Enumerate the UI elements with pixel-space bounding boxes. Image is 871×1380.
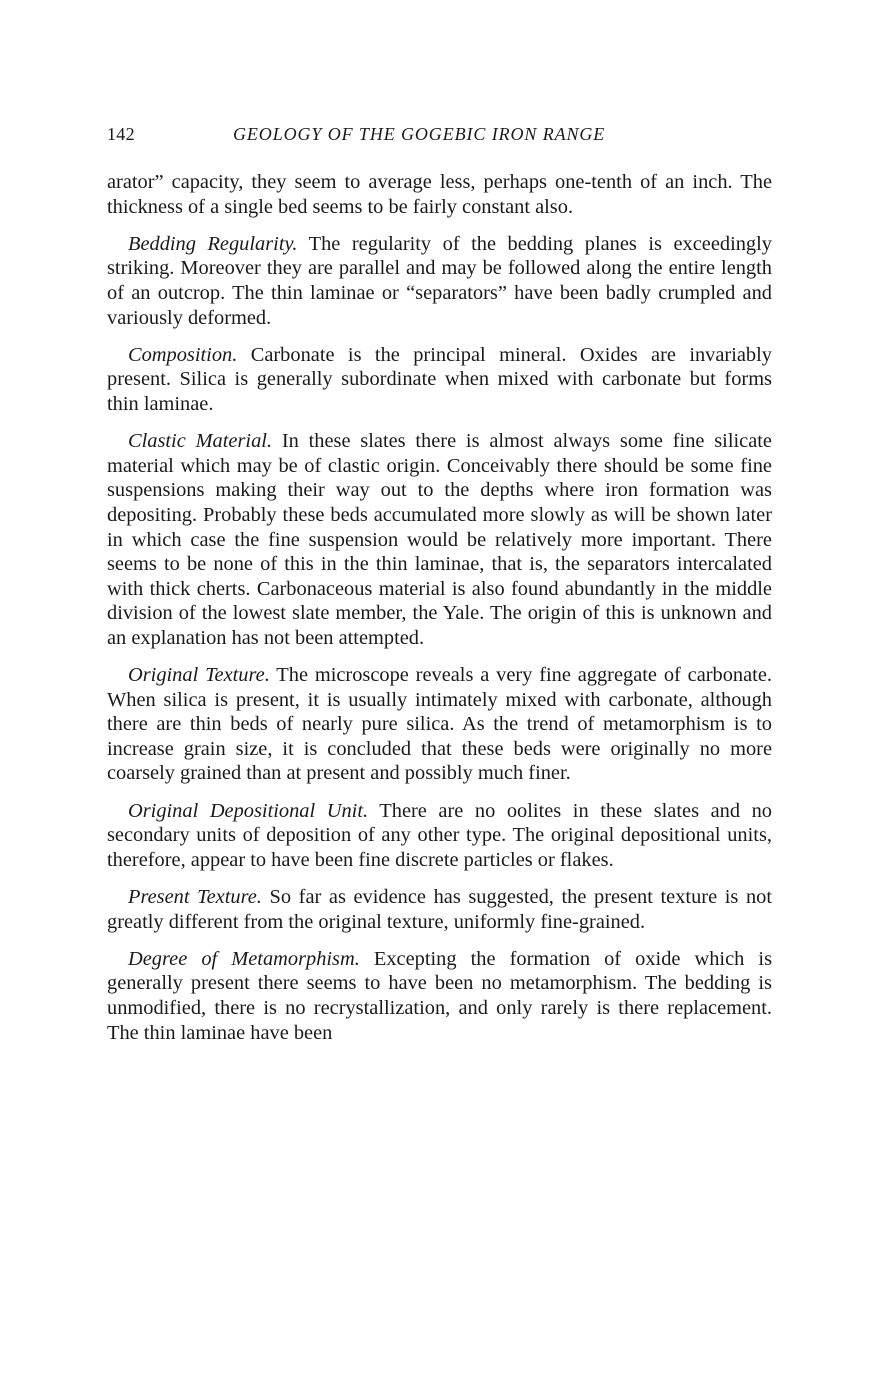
paragraph-clastic-material bbox=[107, 429, 772, 650]
body-text bbox=[107, 170, 772, 1045]
paragraph-original-depositional-unit bbox=[107, 799, 772, 873]
paragraph-heading: Composition. bbox=[128, 343, 238, 366]
paragraph-heading: Original Texture. bbox=[128, 664, 270, 687]
page-header bbox=[107, 124, 772, 152]
paragraph-degree-of-metamorphism bbox=[107, 947, 772, 1045]
running-title: GEOLOGY OF THE GOGEBIC IRON RANGE bbox=[233, 124, 606, 144]
paragraph-heading: Bedding Regularity. bbox=[128, 232, 298, 255]
paragraph-text: arator” capacity, they seem to average less, perhaps one-tenth of an inch. The thickness of a single bed seems to be fairly constant also. bbox=[107, 171, 772, 218]
paragraph-heading: Degree of Metamorphism. bbox=[128, 947, 360, 970]
paragraph-text: The microscope reveals a very fine aggregate of carbonate. When silica is present, it is usually intimately mixed with carbonate, although there are thin beds of nearly pure silica. As the trend of metamorphism is to increase grain size, it is concluded that these beds were originally no more coarsely grained than at present and possibly much finer. bbox=[107, 664, 772, 785]
paragraph-heading: Clastic Material. bbox=[128, 430, 273, 453]
paragraph-heading: Original Depositional Unit. bbox=[128, 799, 369, 822]
paragraph-text: The regularity of the bedding planes is exceedingly striking. Moreover they are parallel and may be followed along the entire length of an outcrop. The thin laminae or “separators” have been badly crumpled and variously deformed. bbox=[107, 232, 772, 329]
paragraph-present-texture bbox=[107, 885, 772, 934]
paragraph-text: There are no oolites in these slates and no secondary units of deposition of any other type. The original depositional units, therefore, appear to have been fine discrete particles or flakes. bbox=[107, 799, 772, 871]
paragraph-heading: Present Texture. bbox=[128, 886, 262, 908]
paragraph-text: Carbonate is the principal mineral. Oxides are invariably present. Silica is generally subordinate when mixed with carbonate but forms thin laminae. bbox=[107, 343, 772, 415]
paragraph-text: In these slates there is almost always some fine silicate material which may be of clastic origin. Conceivably there should be some fine suspensions making their way out to the depths where iron formation was depositing. Probably these beds accumulated more slowly as will be shown later in which case the fine suspension would be relatively more important. There seems to be none of this in the thin laminae, that is, the separators intercalated with thick cherts. Carbonaceous material is also found abundantly in the middle division of the lowest slate member, the Yale. The origin of this is unknown and an explanation has not been attempted. bbox=[107, 430, 772, 649]
paragraph-continuation bbox=[107, 170, 772, 219]
paragraph-bedding-regularity bbox=[107, 232, 772, 330]
paragraph-text: Excepting the formation of oxide which is generally present there seems to have been no metamorphism. The bedding is unmodified, there is no recrystallization, and only rarely is there replacement. The thin laminae have been bbox=[107, 947, 773, 1044]
paragraph-text: So far as evidence has suggested, the present texture is not greatly different from the original texture, uniformly fine-grained. bbox=[107, 886, 772, 933]
page-number: 142 bbox=[107, 124, 135, 144]
paragraph-composition bbox=[107, 343, 772, 417]
paragraph-original-texture bbox=[107, 663, 772, 786]
